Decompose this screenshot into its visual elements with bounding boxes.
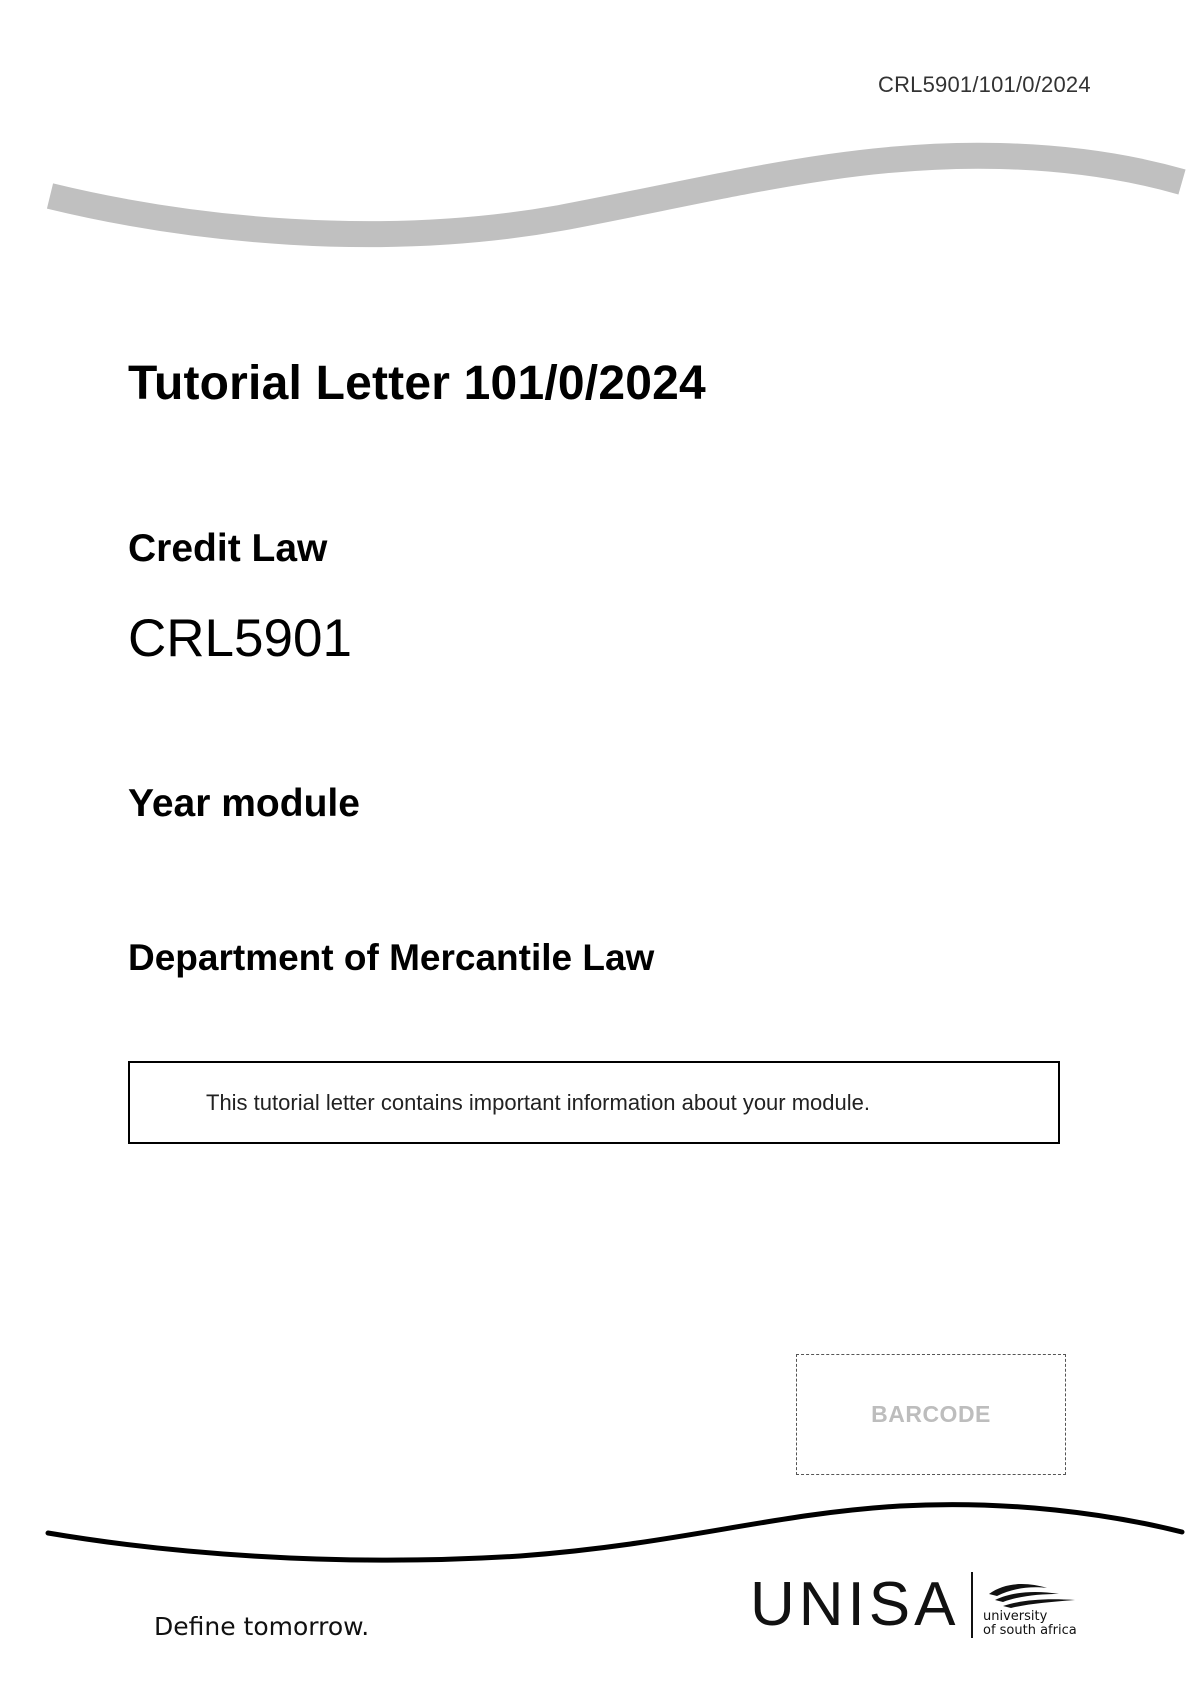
department-name: Department of Mercantile Law bbox=[128, 937, 655, 978]
module-name: Credit Law bbox=[128, 527, 328, 570]
bottom-wave-decoration bbox=[0, 1480, 1200, 1570]
page-title: Tutorial Letter 101/0/2024 bbox=[128, 357, 706, 410]
barcode-placeholder-text: BARCODE bbox=[871, 1401, 991, 1427]
logo-wordmark: UNISA bbox=[750, 1570, 960, 1639]
barcode-placeholder-box bbox=[796, 1354, 1066, 1475]
logo-divider bbox=[971, 1572, 973, 1638]
footer-tagline: Define tomorrow. bbox=[154, 1612, 370, 1641]
info-notice-box bbox=[128, 1061, 1060, 1144]
module-code: CRL5901 bbox=[128, 609, 352, 668]
info-notice-text: This tutorial letter contains important information about your module. bbox=[206, 1090, 870, 1115]
logo-mark bbox=[983, 1572, 1079, 1638]
document-code: CRL5901/101/0/2024 bbox=[878, 72, 1091, 97]
logo-subtitle-line-1: university bbox=[982, 1609, 1048, 1624]
unisa-logo bbox=[750, 1570, 1079, 1640]
module-type: Year module bbox=[128, 782, 360, 825]
logo-wings-icon bbox=[983, 1576, 1079, 1610]
logo-subtitle-line-2: of south africa bbox=[982, 1623, 1077, 1638]
top-wave-decoration bbox=[0, 130, 1200, 250]
